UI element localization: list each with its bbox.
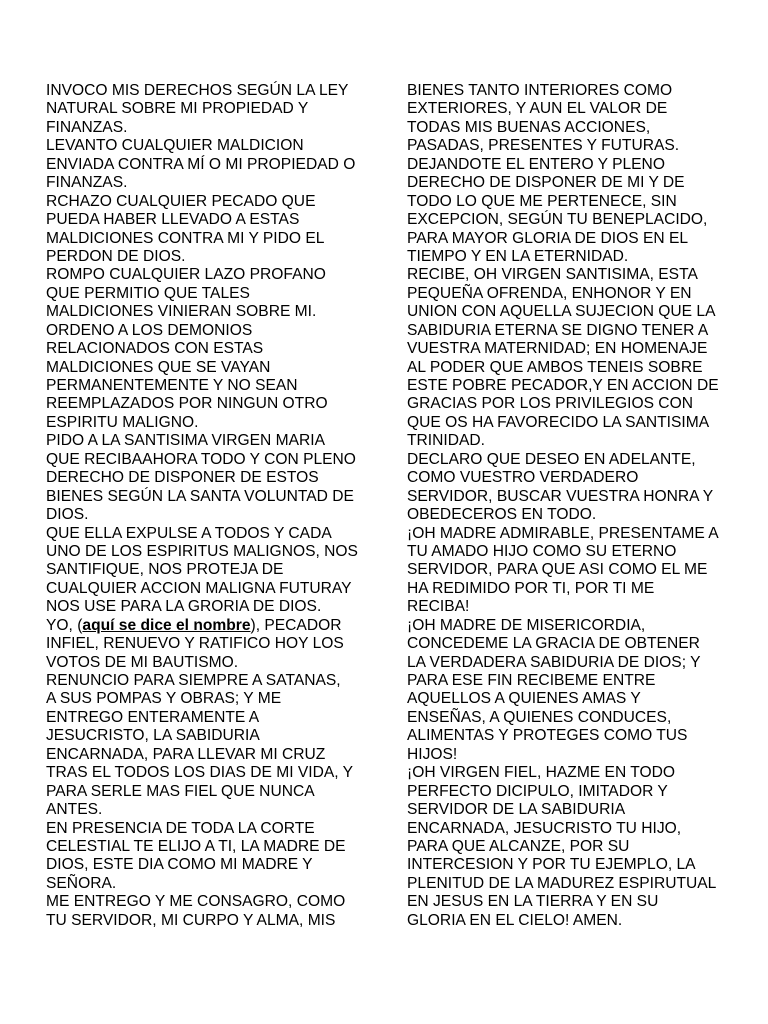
text-line: BIENES SEGÚN LA SANTA VOLUNTAD DE bbox=[46, 487, 354, 505]
text-line: EXCEPCION, SEGÚN TU BENEPLACIDO, bbox=[407, 211, 708, 229]
right-column bbox=[407, 82, 747, 930]
text-line: CUALQUIER ACCION MALIGNA FUTURAY bbox=[46, 579, 352, 597]
text-line: SANTIFIQUE, NOS PROTEJA DE bbox=[46, 561, 284, 579]
text-line: UNO DE LOS ESPIRITUS MALIGNOS, NOS bbox=[46, 542, 358, 560]
text-line: SABIDURIA ETERNA SE DIGNO TENER A bbox=[407, 321, 709, 339]
text-line: ENCARNADA, PARA LLEVAR MI CRUZ bbox=[46, 745, 326, 763]
text-line: PARA QUE ALCANZE, POR SU bbox=[407, 837, 630, 855]
text-line: TRAS EL TODOS LOS DIAS DE MI VIDA, Y bbox=[46, 764, 354, 782]
text-line: PLENITUD DE LA MADUREZ ESPIRUTUAL bbox=[407, 874, 717, 892]
text-line: DERECHO DE DISPONER DE MI Y DE bbox=[407, 174, 685, 192]
text-line: MALDICIONES CONTRA MI Y PIDO EL bbox=[46, 229, 325, 247]
text-line: NATURAL SOBRE MI PROPIEDAD Y bbox=[46, 100, 309, 118]
text-line: QUE PERMITIO QUE TALES bbox=[46, 284, 250, 302]
text-line: ME ENTREGO Y ME CONSAGRO, COMO bbox=[46, 893, 346, 911]
name-line-before: YO, ( bbox=[46, 616, 83, 634]
text-line: COMO VUESTRO VERDADERO bbox=[407, 469, 639, 487]
text-line: PERMANENTEMENTE Y NO SEAN bbox=[46, 377, 298, 394]
text-line: ALIMENTAS Y PROTEGES COMO TUS bbox=[407, 727, 688, 745]
text-line: VOTOS DE MI BAUTISMO. bbox=[46, 653, 239, 671]
text-line: RCHAZO CUALQUIER PECADO QUE bbox=[46, 192, 316, 210]
text-line: SERVIDOR DE LA SABIDURIA bbox=[407, 801, 626, 819]
text-line: VUESTRA MATERNIDAD; EN HOMENAJE bbox=[407, 340, 708, 358]
text-line: JESUCRISTO, LA SABIDURIA bbox=[46, 727, 260, 745]
text-line: TODAS MIS BUENAS ACCIONES, bbox=[407, 118, 651, 136]
text-line: ENSEÑAS, A QUIENES CONDUCES, bbox=[407, 708, 672, 726]
text-line: HIJOS! bbox=[407, 745, 458, 763]
text-line: EN PRESENCIA DE TODA LA CORTE bbox=[46, 819, 315, 837]
left-column-lines-rest bbox=[46, 635, 382, 930]
left-column-lines bbox=[46, 82, 382, 617]
text-line: EXTERIORES, Y AUN EL VALOR DE bbox=[407, 100, 668, 118]
text-line: INFIEL, RENUEVO Y RATIFICO HOY LOS bbox=[46, 635, 344, 653]
text-line: TIEMPO Y EN LA ETERNIDAD. bbox=[407, 247, 629, 265]
text-line: DECLARO QUE DESEO EN ADELANTE, bbox=[407, 450, 696, 468]
text-line: TU SERVIDOR, MI CURPO Y ALMA, MIS bbox=[46, 911, 336, 929]
text-line: TRINIDAD. bbox=[407, 432, 485, 450]
text-line: SEÑORA. bbox=[46, 874, 117, 892]
text-line: ¡OH VIRGEN FIEL, HAZME EN TODO bbox=[407, 764, 676, 782]
text-line: DIOS. bbox=[46, 506, 89, 524]
text-line: ENCARNADA, JESUCRISTO TU HIJO, bbox=[407, 819, 682, 837]
text-line: TODO LO QUE ME PERTENECE, SIN bbox=[407, 192, 677, 210]
text-line: PARA ESE FIN RECIBEME ENTRE bbox=[407, 672, 656, 689]
text-line: OBEDECEROS EN TODO. bbox=[407, 506, 597, 524]
text-line: PEQUEÑA OFRENDA, ENHONOR Y EN bbox=[407, 284, 692, 302]
text-line: SERVIDOR, BUSCAR VUESTRA HONRA Y bbox=[407, 487, 714, 505]
text-line: LA VERDADERA SABIDURIA DE DIOS; Y bbox=[407, 653, 701, 671]
name-line bbox=[46, 617, 382, 635]
text-line: A SUS POMPAS Y OBRAS; Y ME bbox=[46, 690, 282, 708]
left-column bbox=[46, 82, 382, 930]
text-line: DERECHO DE DISPONER DE ESTOS bbox=[46, 469, 319, 487]
text-line: AQUELLOS A QUIENES AMAS Y bbox=[407, 690, 641, 708]
text-line: ANTES. bbox=[46, 801, 103, 819]
text-line: DIOS, ESTE DIA COMO MI MADRE Y bbox=[46, 856, 313, 874]
text-line: PIDO A LA SANTISIMA VIRGEN MARIA bbox=[46, 432, 326, 450]
text-line: PARA MAYOR GLORIA DE DIOS EN EL bbox=[407, 229, 689, 247]
right-column-lines bbox=[407, 82, 747, 930]
text-line: RECIBA! bbox=[407, 598, 470, 616]
text-line: PARA SERLE MAS FIEL QUE NUNCA bbox=[46, 782, 315, 800]
text-line: ORDENO A LOS DEMONIOS bbox=[46, 321, 253, 339]
text-line: RELACIONADOS CON ESTAS bbox=[46, 340, 264, 358]
text-line: FINANZAS. bbox=[46, 118, 128, 136]
text-line: ENVIADA CONTRA MÍ O MI PROPIEDAD O bbox=[46, 155, 356, 173]
text-line: CONCEDEME LA GRACIA DE OBTENER bbox=[407, 635, 700, 653]
text-line: ROMPO CUALQUIER LAZO PROFANO bbox=[46, 266, 326, 284]
text-line: QUE ELLA EXPULSE A TODOS Y CADA bbox=[46, 524, 332, 542]
text-line: GLORIA EN EL CIELO! AMEN. bbox=[407, 911, 623, 929]
text-line: TU AMADO HIJO COMO SU ETERNO bbox=[407, 542, 677, 560]
text-line: DEJANDOTE EL ENTERO Y PLENO bbox=[407, 155, 665, 173]
text-line: MALDICIONES VINIERAN SOBRE MI. bbox=[46, 303, 317, 321]
text-line: CELESTIAL TE ELIJO A TI, LA MADRE DE bbox=[46, 837, 346, 855]
text-line: PUEDA HABER LLEVADO A ESTAS bbox=[46, 211, 300, 229]
text-line: ENTREGO ENTERAMENTE A bbox=[46, 708, 260, 726]
text-line: QUE RECIBAAHORA TODO Y CON PLENO bbox=[46, 450, 356, 468]
text-line: INVOCO MIS DERECHOS SEGÚN LA LEY bbox=[46, 82, 349, 99]
text-line: REEMPLAZADOS POR NINGUN OTRO bbox=[46, 395, 328, 413]
name-placeholder: aquí se dice el nombre bbox=[82, 616, 251, 634]
text-line: ESPIRITU MALIGNO. bbox=[46, 413, 199, 431]
text-line: EN JESUS EN LA TIERRA Y EN SU bbox=[407, 893, 659, 911]
text-line: ¡OH MADRE ADMIRABLE, PRESENTAME A bbox=[407, 524, 719, 542]
text-line: MALDICIONES QUE SE VAYAN bbox=[46, 358, 271, 376]
text-line: ESTE POBRE PECADOR,Y EN ACCION DE bbox=[407, 377, 719, 394]
text-line: GRACIAS POR LOS PRIVILEGIOS CON bbox=[407, 395, 693, 413]
text-line: RECIBE, OH VIRGEN SANTISIMA, ESTA bbox=[407, 266, 698, 284]
text-line: ¡OH MADRE DE MISERICORDIA, bbox=[407, 616, 646, 634]
text-line: QUE OS HA FAVORECIDO LA SANTISIMA bbox=[407, 413, 710, 431]
text-line: FINANZAS. bbox=[46, 174, 128, 192]
text-line: PERFECTO DICIPULO, IMITADOR Y bbox=[407, 782, 668, 800]
text-line: BIENES TANTO INTERIORES COMO bbox=[407, 82, 673, 99]
text-line: UNION CON AQUELLA SUJECION QUE LA bbox=[407, 303, 716, 321]
text-line: LEVANTO CUALQUIER MALDICION bbox=[46, 137, 304, 155]
text-line: RENUNCIO PARA SIEMPRE A SATANAS, bbox=[46, 672, 341, 689]
text-line: NOS USE PARA LA GRORIA DE DIOS. bbox=[46, 598, 322, 616]
text-line: SERVIDOR, PARA QUE ASI COMO EL ME bbox=[407, 561, 708, 579]
name-line-after: ), PECADOR bbox=[250, 616, 342, 634]
text-line: PERDON DE DIOS. bbox=[46, 247, 186, 265]
text-line: INTERCESION Y POR TU EJEMPLO, LA bbox=[407, 856, 696, 874]
text-line: HA REDIMIDO POR TI, POR TI ME bbox=[407, 579, 655, 597]
text-line: PASADAS, PRESENTES Y FUTURAS. bbox=[407, 137, 680, 155]
text-line: AL PODER QUE AMBOS TENEIS SOBRE bbox=[407, 358, 703, 376]
